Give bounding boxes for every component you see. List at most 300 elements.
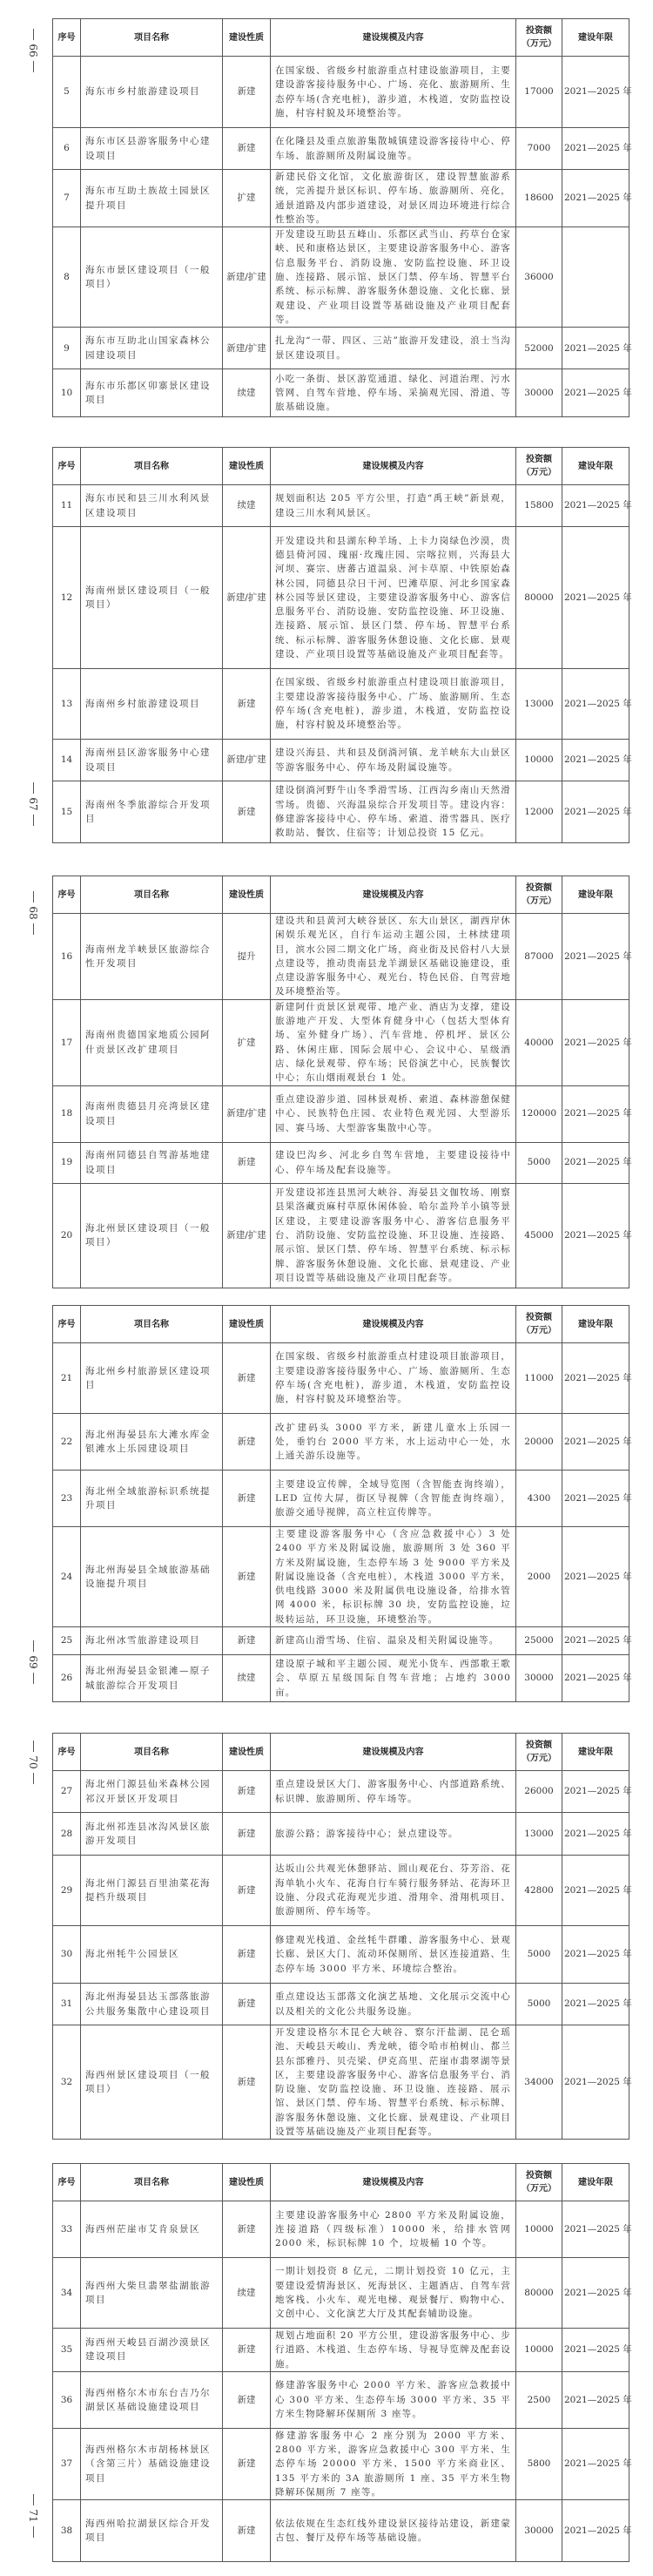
cell-nature: 新建 bbox=[223, 781, 271, 843]
column-header-years: 建设年限 bbox=[562, 1734, 629, 1771]
cell-content: 重点建设游步道、园林景观桥、索道、森林游憩保健中心、民族特色庄园、农业特色观光园、大型游乐园、赛马场、大型游客集散中心等。 bbox=[271, 1085, 516, 1142]
project-table bbox=[52, 1733, 632, 2140]
table-page bbox=[52, 18, 632, 417]
column-header-seq: 序号 bbox=[53, 2164, 81, 2201]
table-page bbox=[52, 2163, 632, 2562]
cell-content: 改扩建码头 3000 平方米，新建儿童水上乐园一处，垂钓台 2000 平方米，水上运动中心一处，水上通关游乐设施等。 bbox=[271, 1414, 516, 1471]
cell-years bbox=[562, 227, 629, 328]
cell-content: 建设倒淌河野牛山冬季滑雪场、江西沟乡南山天然滑雪场。贵德、兴海温泉综合开发项目等。建设内容：修建游客接待中心、停车场、索道、滑雪器具、医疗救助站、餐饮、住宿等；计划总投资 15 亿元。 bbox=[271, 781, 516, 843]
cell-seq: 9 bbox=[53, 328, 81, 369]
cell-nature: 新建 bbox=[223, 669, 271, 740]
cell-seq: 27 bbox=[53, 1771, 81, 1813]
project-table bbox=[52, 876, 632, 1288]
table-row bbox=[53, 1183, 629, 1288]
project-table bbox=[52, 1305, 632, 1702]
cell-content: 达坂山公共观光休憩驿站、圆山观花台、芬芳浴、花海单轨小火车、花海自行车骑行服务驿站、花海环卫设施、分段式花海观光步道、滑翔伞、滑翔机项目、旅游厕所、停车场等。 bbox=[271, 1856, 516, 1926]
table-row bbox=[53, 2258, 629, 2329]
cell-name: 海东市乐都区卯寨景区建设项目 bbox=[81, 369, 223, 417]
table-row bbox=[53, 527, 629, 669]
cell-invest: 17000 bbox=[516, 57, 562, 128]
cell-invest: 10000 bbox=[516, 2329, 562, 2372]
cell-name: 海北州景区建设项目（一般项目） bbox=[81, 1183, 223, 1288]
cell-name: 海南州同德县自驾游基地建设项目 bbox=[81, 1142, 223, 1183]
cell-seq: 25 bbox=[53, 1627, 81, 1655]
column-header-seq: 序号 bbox=[53, 448, 81, 485]
cell-invest: 20000 bbox=[516, 1414, 562, 1471]
column-header-invest: 投资额（万元） bbox=[516, 19, 562, 57]
table-page bbox=[52, 1733, 632, 2140]
cell-name: 海南州龙羊峡景区旅游综合性开发项目 bbox=[81, 914, 223, 1000]
column-header-years: 建设年限 bbox=[562, 19, 629, 57]
cell-years: 2021—2025 年 bbox=[562, 1527, 629, 1627]
cell-years: 2021—2025 年 bbox=[562, 1655, 629, 1702]
cell-name: 海东市乡村旅游建设项目 bbox=[81, 57, 223, 128]
cell-years: 2021—2025 年 bbox=[562, 740, 629, 781]
table-row bbox=[53, 328, 629, 369]
page-number-text: 69 bbox=[27, 1655, 39, 1669]
cell-name: 海西州天峻县百湖沙漠景区建设项目 bbox=[81, 2329, 223, 2372]
page-number bbox=[24, 1638, 42, 1687]
column-header-invest: 投资额（万元） bbox=[516, 448, 562, 485]
cell-content: 建设原子城和平主题公园、观光小货车、西部歌王歌会、草原五星级国际自驾车营地；占地约 3000 亩。 bbox=[271, 1655, 516, 1702]
cell-name: 海北州祁连县冰沟风景区旅游开发项目 bbox=[81, 1813, 223, 1856]
table-row bbox=[53, 485, 629, 527]
table-page bbox=[52, 447, 632, 843]
cell-seq: 28 bbox=[53, 1813, 81, 1856]
cell-name: 海北州门源县仙米森林公园祁汉开景区开发项目 bbox=[81, 1771, 223, 1813]
cell-seq: 15 bbox=[53, 781, 81, 843]
page-number-dash bbox=[33, 1673, 34, 1684]
table-row bbox=[53, 2500, 629, 2562]
cell-years: 2021—2025 年 bbox=[562, 669, 629, 740]
cell-name: 海东市景区建设项目（一般项目） bbox=[81, 227, 223, 328]
cell-nature: 新建/扩建 bbox=[223, 1183, 271, 1288]
cell-content: 开发建设格尔木昆仑大峡谷、察尔汗盐湖、昆仑瑶池、天峻县天峻山、秀龙峡，德令哈市柏树山、都兰县东部雅丹、贝壳梁、伊克高里、茫崖市翡翠湖等景区，主要建设游客服务中心、游客信息服务平台、消防设施、安防监控设施、环卫设施、连接路、展示馆、景区门禁、停车场、智慧平台系统、标示标牌、游客服务休憩设施、文化长廊、景观建设、产业项目设置等基础设施及产业项目配套等。 bbox=[271, 2025, 516, 2140]
column-header-content: 建设规模及内容 bbox=[271, 19, 516, 57]
cell-invest: 26000 bbox=[516, 1771, 562, 1813]
cell-invest: 87000 bbox=[516, 914, 562, 1000]
table-row bbox=[53, 369, 629, 417]
cell-seq: 6 bbox=[53, 128, 81, 170]
cell-content: 在化隆县及重点旅游集散城镇建设游客接待中心、停车场、旅游厕所及附属设施等。 bbox=[271, 128, 516, 170]
table-row bbox=[53, 2428, 629, 2499]
cell-name: 海东市互助北山国家森林公园建设项目 bbox=[81, 328, 223, 369]
cell-nature: 新建 bbox=[223, 1343, 271, 1414]
table-row bbox=[53, 999, 629, 1085]
cell-years: 2021—2025 年 bbox=[562, 527, 629, 669]
column-header-nature: 建设性质 bbox=[223, 1306, 271, 1343]
table-row bbox=[53, 128, 629, 170]
cell-content: 修建游客服务中心 2 座分别为 2000 平方米、2800 平方米，游客应急救援中心 300 平方米、生态停车场 20000 平方米、1500 平方米商业区、135 平方米的 3A 旅游厕所 1 座、35 平方米生物降解环保厕所 7 座等。 bbox=[271, 2428, 516, 2499]
column-header-name: 项目名称 bbox=[81, 448, 223, 485]
cell-nature: 新建 bbox=[223, 1527, 271, 1627]
cell-invest: 13000 bbox=[516, 1813, 562, 1856]
column-header-name: 项目名称 bbox=[81, 1734, 223, 1771]
cell-invest: 34000 bbox=[516, 2025, 562, 2140]
cell-invest: 45000 bbox=[516, 1183, 562, 1288]
cell-seq: 8 bbox=[53, 227, 81, 328]
page-number-dash bbox=[33, 782, 34, 794]
cell-content: 在国家级、省级乡村旅游重点村建设项目旅游项目，主要建设游客接待服务中心、广场、旅游厕所、生态停车场(含充电桩)，游步道，木栈道，安防监控设施，村容村貌及环境整治等。 bbox=[271, 1343, 516, 1414]
table-row bbox=[53, 1926, 629, 1984]
cell-name: 海西州哈拉湖景区综合开发项目 bbox=[81, 2500, 223, 2562]
cell-seq: 22 bbox=[53, 1414, 81, 1471]
cell-seq: 33 bbox=[53, 2201, 81, 2258]
cell-nature: 续建 bbox=[223, 1655, 271, 1702]
cell-content: 在国家级、省级乡村旅游重点村建设项目旅游项目，主要建设游客接待服务中心、广场、旅游厕所、生态停车场(含充电桩)，游步道，木栈道，安防监控设施，村容村貌及环境整治等。 bbox=[271, 669, 516, 740]
cell-content: 开发建设共和县湖东种羊场、上卡力岗绿色沙漠，贵德县倚河园、瑰丽·玫瑰庄园、宗喀拉则，兴海县大河坝、赛宗、唐蕃古道温泉、河卡草原、中铁原始森林公园，同德县尕日干河、巴滩草原、河北乡国家森林公园等景区建设，主要建设游客服务中心、游客信息服务平台、消防设施、安防监控设施、环卫设施、连接路、展示馆、景区门禁、停车场、智慧平台系统、标示标牌、游客服务休憩设施、文化长廊、景观建设、产业项目设置等基础设施及产业项目配套等。 bbox=[271, 527, 516, 669]
cell-seq: 17 bbox=[53, 999, 81, 1085]
cell-seq: 36 bbox=[53, 2371, 81, 2428]
cell-invest: 10000 bbox=[516, 2201, 562, 2258]
cell-name: 海北州冰雪旅游建设项目 bbox=[81, 1627, 223, 1655]
cell-content: 修建观光栈道、金丝牦牛群雕、游客服务中心、景观长廊、景区大门、流动环保厕所、景区连接道路、生态停车场 3000 平方米、环境综合整治。 bbox=[271, 1926, 516, 1984]
cell-seq: 31 bbox=[53, 1984, 81, 2025]
cell-years: 2021—2025 年 bbox=[562, 1183, 629, 1288]
page-number-text: 68 bbox=[27, 906, 39, 920]
cell-seq: 35 bbox=[53, 2329, 81, 2372]
cell-nature: 提升 bbox=[223, 914, 271, 1000]
page-number-dash bbox=[33, 61, 34, 72]
cell-nature: 新建 bbox=[223, 57, 271, 128]
cell-seq: 11 bbox=[53, 485, 81, 527]
cell-invest: 4300 bbox=[516, 1471, 562, 1527]
cell-name: 海西州格尔木市胡杨林景区（含第三片）基础设施建设项目 bbox=[81, 2428, 223, 2499]
table-row bbox=[53, 1813, 629, 1856]
cell-invest: 5000 bbox=[516, 1984, 562, 2025]
cell-years: 2021—2025 年 bbox=[562, 2329, 629, 2372]
cell-seq: 20 bbox=[53, 1183, 81, 1288]
cell-years: 2021—2025 年 bbox=[562, 999, 629, 1085]
cell-seq: 29 bbox=[53, 1856, 81, 1926]
column-header-invest: 投资额（万元） bbox=[516, 2164, 562, 2201]
cell-years: 2021—2025 年 bbox=[562, 2025, 629, 2140]
cell-invest: 2500 bbox=[516, 2371, 562, 2428]
column-header-invest: 投资额（万元） bbox=[516, 876, 562, 914]
column-header-content: 建设规模及内容 bbox=[271, 876, 516, 914]
table-header-row bbox=[53, 2164, 629, 2201]
cell-name: 海北州全域旅游标识系统提升项目 bbox=[81, 1471, 223, 1527]
cell-nature: 新建 bbox=[223, 2371, 271, 2428]
page-number-text: 66 bbox=[27, 44, 39, 57]
column-header-content: 建设规模及内容 bbox=[271, 448, 516, 485]
table-row bbox=[53, 1142, 629, 1183]
cell-name: 海北州牦牛公园景区 bbox=[81, 1926, 223, 1984]
column-header-years: 建设年限 bbox=[562, 448, 629, 485]
cell-invest: 25000 bbox=[516, 1627, 562, 1655]
page-number bbox=[24, 780, 42, 828]
page-number-text: 67 bbox=[27, 797, 39, 811]
table-page bbox=[52, 876, 632, 1288]
cell-nature: 新建 bbox=[223, 1926, 271, 1984]
cell-invest: 2000 bbox=[516, 1527, 562, 1627]
cell-nature: 新建 bbox=[223, 1984, 271, 2025]
cell-invest: 5000 bbox=[516, 1926, 562, 1984]
cell-name: 海北州海晏县达玉部落旅游公共服务集散中心建设项目 bbox=[81, 1984, 223, 2025]
cell-content: 在国家级、省级乡村旅游重点村建设旅游项目，主要建设游客接待服务中心、广场、亮化、旅游厕所、生态停车场(含充电桩)，游步道，木栈道，安防监控设施，村容村貌及环境整治等。 bbox=[271, 57, 516, 128]
cell-name: 海东市区县游客服务中心建设项目 bbox=[81, 128, 223, 170]
page-number-dash bbox=[33, 2494, 34, 2505]
cell-years: 2021—2025 年 bbox=[562, 1813, 629, 1856]
cell-content: 新建高山滑雪场、住宿、温泉及相关附属设施等。 bbox=[271, 1627, 516, 1655]
cell-nature: 新建 bbox=[223, 2201, 271, 2258]
cell-years: 2021—2025 年 bbox=[562, 170, 629, 227]
cell-seq: 10 bbox=[53, 369, 81, 417]
cell-years: 2021—2025 年 bbox=[562, 1856, 629, 1926]
table-row bbox=[53, 1085, 629, 1142]
cell-nature: 新建/扩建 bbox=[223, 527, 271, 669]
cell-invest: 15800 bbox=[516, 485, 562, 527]
cell-invest: 10000 bbox=[516, 740, 562, 781]
cell-name: 海西州格尔木市东台吉乃尔湖景区基础设施建设项目 bbox=[81, 2371, 223, 2428]
cell-name: 海西州大柴旦翡翠盐湖旅游项目 bbox=[81, 2258, 223, 2329]
column-header-name: 项目名称 bbox=[81, 1306, 223, 1343]
cell-name: 海南州贵德县月亮湾景区建设项目 bbox=[81, 1085, 223, 1142]
cell-invest: 80000 bbox=[516, 2258, 562, 2329]
cell-years: 2021—2025 年 bbox=[562, 914, 629, 1000]
cell-name: 海南州冬季旅游综合开发项目 bbox=[81, 781, 223, 843]
cell-content: 主要建设游客服务中心 2800 平方米及附属设施，连接道路（四级标准）10000 米，给排水管网 2000 米，标识标牌 10 个，垃圾桶 10 个等。 bbox=[271, 2201, 516, 2258]
cell-seq: 24 bbox=[53, 1527, 81, 1627]
cell-content: 一期计划投资 8 亿元，二期计划投资 10 亿元，主要建设爱情海景区、死海景区、主题酒店、自驾车营地客栈、小火车、观光电梯、观景餐厅、购物中心、文创中心、文化演艺大厅及其配套辅助设施。 bbox=[271, 2258, 516, 2329]
cell-seq: 19 bbox=[53, 1142, 81, 1183]
cell-nature: 新建 bbox=[223, 2428, 271, 2499]
cell-content: 开发建设互助县五峰山、乐都区武当山、药草台仓家峡、民和康格达景区，主要建设游客服务中心、游客信息服务平台、消防设施、安防监控设施、环卫设施、连接路、展示馆、景区门禁、停车场、智慧平台系统、标示标牌、游客服务休憩设施、文化长廊、景观建设、产业项目设置等基础设施及产业项目配套等。 bbox=[271, 227, 516, 328]
cell-nature: 新建/扩建 bbox=[223, 227, 271, 328]
page-number-dash bbox=[33, 923, 34, 935]
page-number bbox=[24, 889, 42, 937]
cell-years: 2021—2025 年 bbox=[562, 1414, 629, 1471]
cell-content: 开发建设祁连县黑河大峡谷、海晏县文伽牧场、刚察县果洛藏贡麻村草原休闲体验、哈尔盖羚羊小镇等景区建设，主要建设游客服务中心、游客信息服务平台、消防设施、安防监控设施、环卫设施、连接路、展示馆、景区门禁、停车场、智慧平台系统、标示标牌、游客服务休憩设施、文化长廊、景观建设、产业项目设置等基础设施及产业项目配套等。 bbox=[271, 1183, 516, 1288]
cell-years: 2021—2025 年 bbox=[562, 1984, 629, 2025]
cell-name: 海南州县区游客服务中心建设项目 bbox=[81, 740, 223, 781]
column-header-years: 建设年限 bbox=[562, 1306, 629, 1343]
cell-invest: 36000 bbox=[516, 227, 562, 328]
cell-nature: 新建 bbox=[223, 1471, 271, 1527]
column-header-invest: 投资额（万元） bbox=[516, 1306, 562, 1343]
cell-seq: 30 bbox=[53, 1926, 81, 1984]
cell-seq: 21 bbox=[53, 1343, 81, 1414]
page-number-text: 71 bbox=[27, 2509, 39, 2523]
table-row bbox=[53, 740, 629, 781]
cell-invest: 52000 bbox=[516, 328, 562, 369]
cell-years: 2021—2025 年 bbox=[562, 2258, 629, 2329]
cell-seq: 34 bbox=[53, 2258, 81, 2329]
cell-invest: 11000 bbox=[516, 1343, 562, 1414]
cell-seq: 26 bbox=[53, 1655, 81, 1702]
cell-years: 2021—2025 年 bbox=[562, 128, 629, 170]
cell-content: 规划面积达 205 平方公里，打造“禹王峡”新景观，建设三川水利风景区。 bbox=[271, 485, 516, 527]
cell-invest: 13000 bbox=[516, 669, 562, 740]
cell-seq: 18 bbox=[53, 1085, 81, 1142]
cell-invest: 30000 bbox=[516, 2500, 562, 2562]
cell-content: 新建阿什贡景区景观带、地产业、酒店为支撑，建设旅游地产开发、大型体育健身中心（包括大型体育场、室外健身广场）、汽车营地、停机坪、景区公路、休闲庄廊、国际会展中心、会议中心、星级酒店、绿化景观带、停车场；民俗演艺中心，民族餐饮中心；东山烟雨观景台 1 处。 bbox=[271, 999, 516, 1085]
page-number-dash bbox=[33, 1640, 34, 1652]
cell-seq: 5 bbox=[53, 57, 81, 128]
column-header-name: 项目名称 bbox=[81, 876, 223, 914]
page-number-dash bbox=[33, 1741, 34, 1752]
cell-years: 2021—2025 年 bbox=[562, 2201, 629, 2258]
cell-content: 规划占地面积 20 平方公里，建设游客服务中心、步行道路、木栈道、生态停车场、导视导览牌及配套设施。 bbox=[271, 2329, 516, 2372]
column-header-years: 建设年限 bbox=[562, 876, 629, 914]
cell-years: 2021—2025 年 bbox=[562, 2371, 629, 2428]
table-header-row bbox=[53, 19, 629, 57]
cell-nature: 新建/扩建 bbox=[223, 1085, 271, 1142]
cell-invest: 5000 bbox=[516, 1142, 562, 1183]
cell-nature: 扩建 bbox=[223, 999, 271, 1085]
cell-nature: 新建 bbox=[223, 128, 271, 170]
cell-nature: 新建 bbox=[223, 1771, 271, 1813]
cell-years: 2021—2025 年 bbox=[562, 1627, 629, 1655]
cell-content: 建设共和县黄河大峡谷景区、东大山景区，湖西岸休闲娱乐观光区，自行车运动主题公园，土林续建项目，滨水公园二期文化广场，商业街及民俗村八大景点建设等，推动贵南县龙羊湖景区基础设施建设，重点建设游客服务中心、观光台、特色民俗、自驾营地及环境整治等。 bbox=[271, 914, 516, 1000]
cell-seq: 12 bbox=[53, 527, 81, 669]
column-header-seq: 序号 bbox=[53, 19, 81, 57]
cell-name: 海南州景区建设项目（一般项目） bbox=[81, 527, 223, 669]
cell-invest: 40000 bbox=[516, 999, 562, 1085]
cell-nature: 扩建 bbox=[223, 170, 271, 227]
cell-years: 2021—2025 年 bbox=[562, 328, 629, 369]
column-header-nature: 建设性质 bbox=[223, 448, 271, 485]
table-row bbox=[53, 1414, 629, 1471]
cell-content: 扎龙沟“一带、四区、三站”旅游开发建设，浪士当沟景区建设项目。 bbox=[271, 328, 516, 369]
page-number-dash bbox=[33, 29, 34, 40]
cell-name: 海北州门源县百里油菜花海提档升级项目 bbox=[81, 1856, 223, 1926]
table-row bbox=[53, 227, 629, 328]
cell-seq: 7 bbox=[53, 170, 81, 227]
cell-seq: 16 bbox=[53, 914, 81, 1000]
table-row bbox=[53, 1655, 629, 1702]
column-header-content: 建设规模及内容 bbox=[271, 1306, 516, 1343]
table-row bbox=[53, 2025, 629, 2140]
cell-name: 海东市互助土族故土园景区提升项目 bbox=[81, 170, 223, 227]
cell-content: 修建游客服务中心 2000 平方米、游客应急救援中心 300 平方米、生态停车场 3000 平方米、35 平方米生物降解环保厕所 3 座等。 bbox=[271, 2371, 516, 2428]
cell-invest: 30000 bbox=[516, 1655, 562, 1702]
cell-invest: 30000 bbox=[516, 369, 562, 417]
table-header-row bbox=[53, 448, 629, 485]
table-page bbox=[52, 1305, 632, 1702]
table-header-row bbox=[53, 1734, 629, 1771]
table-row bbox=[53, 170, 629, 227]
column-header-seq: 序号 bbox=[53, 1306, 81, 1343]
page-number bbox=[24, 1738, 42, 1787]
cell-content: 建设巴沟乡、河北乡自驾车营地，主要建设接待中心、停车场及配套设施等。 bbox=[271, 1142, 516, 1183]
column-header-nature: 建设性质 bbox=[223, 1734, 271, 1771]
cell-invest: 18600 bbox=[516, 170, 562, 227]
cell-content: 旅游公路；游客接待中心；景点建设等。 bbox=[271, 1813, 516, 1856]
cell-content: 建设兴海县、共和县及倒淌河镇、龙羊峡东大山景区等游客服务中心、停车场及附属设施等。 bbox=[271, 740, 516, 781]
page-number-text: 70 bbox=[27, 1755, 39, 1769]
cell-name: 海西州茫崖市艾肯泉景区 bbox=[81, 2201, 223, 2258]
table-row bbox=[53, 1471, 629, 1527]
table-row bbox=[53, 669, 629, 740]
cell-years: 2021—2025 年 bbox=[562, 369, 629, 417]
table-row bbox=[53, 1856, 629, 1926]
table-row bbox=[53, 1984, 629, 2025]
cell-nature: 新建 bbox=[223, 1813, 271, 1856]
cell-nature: 新建 bbox=[223, 1627, 271, 1655]
cell-seq: 23 bbox=[53, 1471, 81, 1527]
table-row bbox=[53, 2329, 629, 2372]
cell-name: 海南州乡村旅游建设项目 bbox=[81, 669, 223, 740]
cell-invest: 80000 bbox=[516, 527, 562, 669]
table-header-row bbox=[53, 876, 629, 914]
cell-nature: 新建 bbox=[223, 1414, 271, 1471]
table-row bbox=[53, 1527, 629, 1627]
table-row bbox=[53, 781, 629, 843]
column-header-years: 建设年限 bbox=[562, 2164, 629, 2201]
cell-nature: 新建 bbox=[223, 1142, 271, 1183]
column-header-content: 建设规模及内容 bbox=[271, 2164, 516, 2201]
cell-invest: 7000 bbox=[516, 128, 562, 170]
table-row bbox=[53, 1343, 629, 1414]
cell-nature: 新建/扩建 bbox=[223, 740, 271, 781]
table-header-row bbox=[53, 1306, 629, 1343]
cell-years: 2021—2025 年 bbox=[562, 1085, 629, 1142]
cell-invest: 120000 bbox=[516, 1085, 562, 1142]
cell-seq: 37 bbox=[53, 2428, 81, 2499]
cell-name: 海西州景区建设项目（一般项目） bbox=[81, 2025, 223, 2140]
cell-name: 海东市民和县三川水利风景区建设项目 bbox=[81, 485, 223, 527]
column-header-seq: 序号 bbox=[53, 1734, 81, 1771]
cell-years: 2021—2025 年 bbox=[562, 1471, 629, 1527]
cell-nature: 新建 bbox=[223, 2329, 271, 2372]
cell-years: 2021—2025 年 bbox=[562, 1771, 629, 1813]
cell-seq: 38 bbox=[53, 2500, 81, 2562]
cell-content: 主要建设游客服务中心（含应急救援中心）3 处 2400 平方米及附属设施，旅游厕所 3 处 360 平方米及附属设施，生态停车场 3 处 9000 平方米及附属设施设备（含充电桩），木栈道 3000 平方米，供电线路 3000 米及附属供电设施设备，给排水管网 4000 米，标识标牌 30 块，安防监控设施，垃圾转运站，环卫设施，环境整治等。 bbox=[271, 1527, 516, 1627]
table-row bbox=[53, 2371, 629, 2428]
project-table bbox=[52, 2163, 632, 2562]
cell-invest: 42800 bbox=[516, 1856, 562, 1926]
page-number-dash bbox=[33, 891, 34, 903]
cell-years: 2021—2025 年 bbox=[562, 1343, 629, 1414]
table-row bbox=[53, 1771, 629, 1813]
cell-content: 重点建设达玉部落文化演艺基地、文化展示交流中心以及相关的文化公共服务设施。 bbox=[271, 1984, 516, 2025]
cell-nature: 新建 bbox=[223, 2025, 271, 2140]
column-header-name: 项目名称 bbox=[81, 19, 223, 57]
cell-invest: 12000 bbox=[516, 781, 562, 843]
column-header-seq: 序号 bbox=[53, 876, 81, 914]
column-header-invest: 投资额（万元） bbox=[516, 1734, 562, 1771]
project-table bbox=[52, 18, 632, 417]
page-number bbox=[24, 2491, 42, 2540]
page-number-dash bbox=[33, 1773, 34, 1784]
cell-content: 小吃一条街、景区游览通道、绿化、河道治理、污水管网、自驾车营地、停车场、采摘观光园、滑道、等旅基础设施。 bbox=[271, 369, 516, 417]
cell-seq: 32 bbox=[53, 2025, 81, 2140]
cell-nature: 新建 bbox=[223, 2500, 271, 2562]
cell-years: 2021—2025 年 bbox=[562, 57, 629, 128]
cell-nature: 新建 bbox=[223, 1856, 271, 1926]
cell-seq: 14 bbox=[53, 740, 81, 781]
column-header-nature: 建设性质 bbox=[223, 19, 271, 57]
cell-seq: 13 bbox=[53, 669, 81, 740]
cell-years: 2021—2025 年 bbox=[562, 485, 629, 527]
cell-years: 2021—2025 年 bbox=[562, 781, 629, 843]
page-number bbox=[24, 26, 42, 75]
cell-years: 2021—2025 年 bbox=[562, 2500, 629, 2562]
cell-nature: 新建/扩建 bbox=[223, 328, 271, 369]
column-header-name: 项目名称 bbox=[81, 2164, 223, 2201]
cell-nature: 续建 bbox=[223, 2258, 271, 2329]
cell-name: 海北州乡村旅游景区建设项目 bbox=[81, 1343, 223, 1414]
page-number-dash bbox=[33, 815, 34, 826]
cell-content: 依法依规在生态红线外建设景区接待站建设，新建蒙古包、餐厅及停车场等基础设施。 bbox=[271, 2500, 516, 2562]
cell-years: 2021—2025 年 bbox=[562, 1142, 629, 1183]
column-header-nature: 建设性质 bbox=[223, 2164, 271, 2201]
table-row bbox=[53, 914, 629, 1000]
table-row bbox=[53, 1627, 629, 1655]
cell-nature: 续建 bbox=[223, 369, 271, 417]
cell-content: 新建民俗文化馆，文化旅游街区，建设智慧旅游系统，完善提升景区标识、停车场、旅游厕所、亮化，通景道路及内部步道建设，对景区周边环境进行综合性整治等。 bbox=[271, 170, 516, 227]
